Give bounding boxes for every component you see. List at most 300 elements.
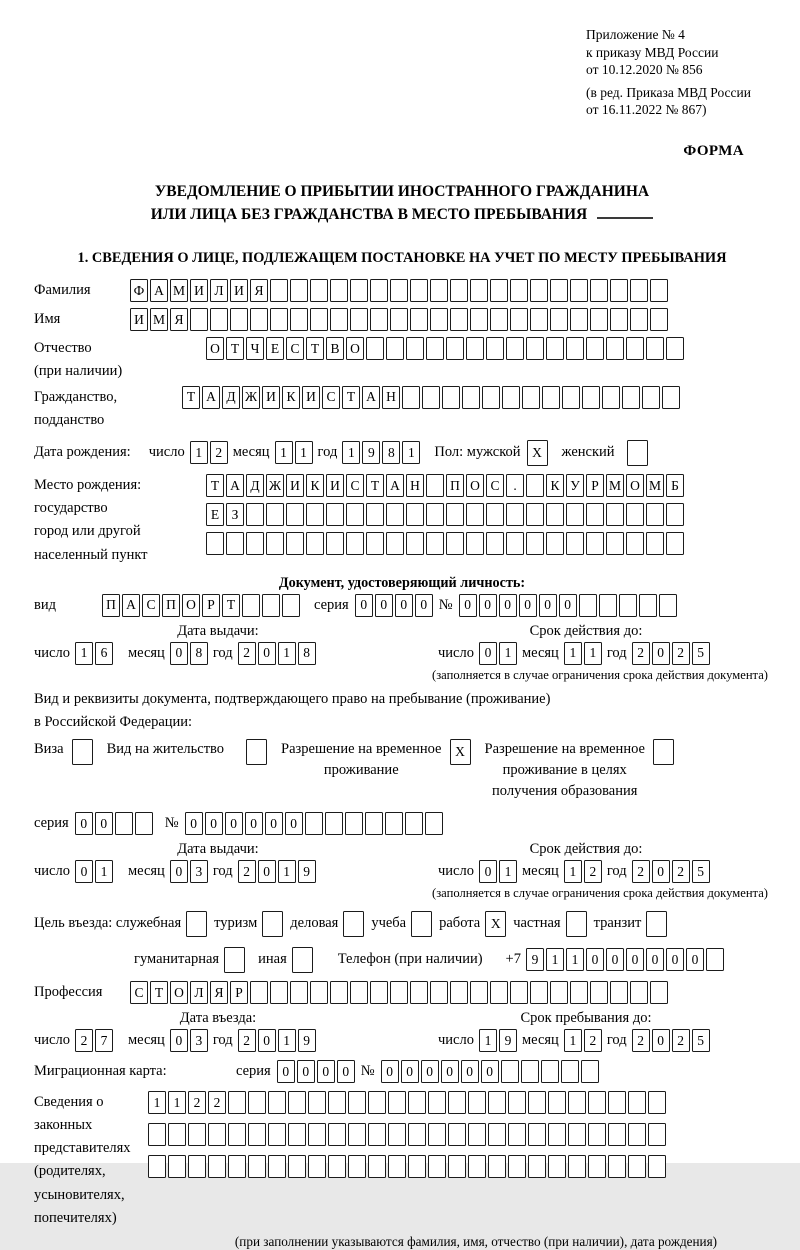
form-cell[interactable] xyxy=(550,279,568,302)
form-cell[interactable]: 1 xyxy=(402,441,420,464)
form-cell[interactable] xyxy=(570,308,588,331)
form-cell[interactable]: 0 xyxy=(170,860,188,883)
form-cell[interactable] xyxy=(428,1155,446,1178)
form-cell[interactable] xyxy=(488,1091,506,1114)
form-cell[interactable] xyxy=(646,503,664,526)
form-cell[interactable] xyxy=(346,503,364,526)
form-cell[interactable] xyxy=(426,532,444,555)
form-cell[interactable] xyxy=(579,594,597,617)
form-cell[interactable]: 0 xyxy=(297,1060,315,1083)
form-cell[interactable] xyxy=(590,981,608,1004)
form-cell[interactable]: 0 xyxy=(481,1060,499,1083)
form-cell[interactable]: 0 xyxy=(258,642,276,665)
form-cell[interactable] xyxy=(462,386,480,409)
form-cell[interactable] xyxy=(570,981,588,1004)
form-cell[interactable] xyxy=(619,594,637,617)
form-cell[interactable] xyxy=(388,1091,406,1114)
form-cell[interactable] xyxy=(288,1155,306,1178)
form-cell[interactable] xyxy=(666,503,684,526)
form-cell[interactable] xyxy=(308,1091,326,1114)
form-cell[interactable]: Т xyxy=(342,386,360,409)
form-cell[interactable]: 0 xyxy=(652,642,670,665)
form-cell[interactable] xyxy=(330,981,348,1004)
form-cell[interactable]: А xyxy=(386,474,404,497)
form-cell[interactable] xyxy=(526,474,544,497)
form-cell[interactable] xyxy=(628,1155,646,1178)
form-cell[interactable] xyxy=(408,1123,426,1146)
form-cell[interactable]: 0 xyxy=(95,812,113,835)
form-cell[interactable]: 2 xyxy=(210,441,228,464)
form-cell[interactable] xyxy=(266,503,284,526)
form-cell[interactable]: И xyxy=(230,279,248,302)
form-cell[interactable]: 0 xyxy=(459,594,477,617)
form-cell[interactable] xyxy=(248,1123,266,1146)
form-cell[interactable] xyxy=(350,279,368,302)
form-cell[interactable]: 0 xyxy=(170,642,188,665)
form-cell[interactable] xyxy=(468,1123,486,1146)
form-cell[interactable] xyxy=(590,279,608,302)
form-cell[interactable]: Н xyxy=(406,474,424,497)
form-cell[interactable] xyxy=(426,337,444,360)
form-cell[interactable]: Ж xyxy=(242,386,260,409)
form-cell[interactable]: Е xyxy=(206,503,224,526)
form-cell[interactable] xyxy=(662,386,680,409)
form-cell[interactable] xyxy=(330,308,348,331)
form-cell[interactable] xyxy=(599,594,617,617)
form-cell[interactable] xyxy=(666,532,684,555)
form-cell[interactable] xyxy=(408,1091,426,1114)
form-cell[interactable] xyxy=(208,1155,226,1178)
form-cell[interactable]: 1 xyxy=(190,441,208,464)
form-cell[interactable] xyxy=(470,981,488,1004)
form-cell[interactable]: Н xyxy=(382,386,400,409)
form-cell[interactable] xyxy=(706,948,724,971)
form-cell[interactable] xyxy=(346,532,364,555)
form-cell[interactable] xyxy=(406,503,424,526)
form-cell[interactable] xyxy=(450,308,468,331)
form-cell[interactable] xyxy=(368,1123,386,1146)
form-cell[interactable] xyxy=(286,503,304,526)
form-cell[interactable] xyxy=(408,1155,426,1178)
form-cell[interactable] xyxy=(248,1155,266,1178)
form-cell[interactable]: Т xyxy=(226,337,244,360)
form-cell[interactable] xyxy=(450,279,468,302)
form-cell[interactable] xyxy=(326,532,344,555)
form-cell[interactable] xyxy=(208,1123,226,1146)
form-cell[interactable]: 1 xyxy=(479,1029,497,1052)
form-cell[interactable]: 1 xyxy=(499,860,517,883)
form-cell[interactable] xyxy=(448,1123,466,1146)
form-cell[interactable] xyxy=(325,812,343,835)
form-cell[interactable]: 0 xyxy=(499,594,517,617)
form-cell[interactable] xyxy=(305,812,323,835)
form-cell[interactable]: 0 xyxy=(666,948,684,971)
form-cell[interactable]: 0 xyxy=(395,594,413,617)
form-cell[interactable] xyxy=(648,1091,666,1114)
form-cell[interactable] xyxy=(586,532,604,555)
form-cell[interactable] xyxy=(446,503,464,526)
form-cell[interactable]: К xyxy=(306,474,324,497)
form-cell[interactable] xyxy=(246,739,267,765)
form-cell[interactable]: А xyxy=(226,474,244,497)
form-cell[interactable]: Я xyxy=(250,279,268,302)
form-cell[interactable]: 0 xyxy=(381,1060,399,1083)
form-cell[interactable] xyxy=(586,503,604,526)
form-cell[interactable] xyxy=(328,1123,346,1146)
form-cell[interactable] xyxy=(188,1155,206,1178)
form-cell[interactable] xyxy=(650,279,668,302)
form-cell[interactable]: 2 xyxy=(208,1091,226,1114)
form-cell[interactable] xyxy=(410,308,428,331)
form-cell[interactable] xyxy=(486,532,504,555)
form-cell[interactable] xyxy=(506,503,524,526)
form-cell[interactable]: 0 xyxy=(258,1029,276,1052)
form-cell[interactable] xyxy=(266,532,284,555)
form-cell[interactable] xyxy=(442,386,460,409)
form-cell[interactable]: 5 xyxy=(692,1029,710,1052)
form-cell[interactable] xyxy=(135,812,153,835)
form-cell[interactable]: З xyxy=(226,503,244,526)
form-cell[interactable] xyxy=(370,279,388,302)
form-cell[interactable] xyxy=(310,279,328,302)
form-cell[interactable]: К xyxy=(546,474,564,497)
form-cell[interactable] xyxy=(450,981,468,1004)
form-cell[interactable]: 1 xyxy=(564,860,582,883)
form-cell[interactable] xyxy=(468,1155,486,1178)
form-cell[interactable]: X xyxy=(527,440,548,466)
form-cell[interactable] xyxy=(626,532,644,555)
form-cell[interactable]: 0 xyxy=(626,948,644,971)
form-cell[interactable] xyxy=(370,981,388,1004)
form-cell[interactable] xyxy=(610,308,628,331)
form-cell[interactable] xyxy=(345,812,363,835)
form-cell[interactable] xyxy=(466,337,484,360)
form-cell[interactable]: Л xyxy=(190,981,208,1004)
form-cell[interactable]: И xyxy=(262,386,280,409)
form-cell[interactable] xyxy=(343,911,364,937)
form-cell[interactable] xyxy=(148,1123,166,1146)
form-cell[interactable] xyxy=(566,337,584,360)
form-cell[interactable] xyxy=(566,911,587,937)
form-cell[interactable] xyxy=(246,503,264,526)
form-cell[interactable] xyxy=(386,503,404,526)
form-cell[interactable] xyxy=(522,386,540,409)
form-cell[interactable] xyxy=(546,337,564,360)
form-cell[interactable]: Т xyxy=(222,594,240,617)
form-cell[interactable] xyxy=(530,279,548,302)
form-cell[interactable] xyxy=(268,1091,286,1114)
form-cell[interactable] xyxy=(653,739,674,765)
form-cell[interactable] xyxy=(446,337,464,360)
form-cell[interactable]: 1 xyxy=(278,1029,296,1052)
form-cell[interactable]: С xyxy=(130,981,148,1004)
form-cell[interactable] xyxy=(648,1123,666,1146)
form-cell[interactable] xyxy=(366,503,384,526)
form-cell[interactable]: 0 xyxy=(258,860,276,883)
form-cell[interactable] xyxy=(386,337,404,360)
form-cell[interactable]: И xyxy=(326,474,344,497)
form-cell[interactable] xyxy=(428,1123,446,1146)
form-cell[interactable]: И xyxy=(130,308,148,331)
form-cell[interactable] xyxy=(530,981,548,1004)
form-cell[interactable]: П xyxy=(446,474,464,497)
form-cell[interactable] xyxy=(330,279,348,302)
form-cell[interactable] xyxy=(228,1091,246,1114)
form-cell[interactable] xyxy=(646,337,664,360)
form-cell[interactable] xyxy=(546,503,564,526)
form-cell[interactable] xyxy=(348,1091,366,1114)
form-cell[interactable] xyxy=(510,308,528,331)
form-cell[interactable]: 2 xyxy=(672,1029,690,1052)
form-cell[interactable] xyxy=(568,1155,586,1178)
form-cell[interactable]: 1 xyxy=(148,1091,166,1114)
form-cell[interactable] xyxy=(466,532,484,555)
form-cell[interactable]: 2 xyxy=(672,860,690,883)
form-cell[interactable] xyxy=(224,947,245,973)
form-cell[interactable] xyxy=(390,308,408,331)
form-cell[interactable]: 0 xyxy=(317,1060,335,1083)
form-cell[interactable] xyxy=(306,503,324,526)
form-cell[interactable] xyxy=(548,1091,566,1114)
form-cell[interactable]: 8 xyxy=(298,642,316,665)
form-cell[interactable]: 9 xyxy=(298,860,316,883)
form-cell[interactable]: А xyxy=(122,594,140,617)
form-cell[interactable] xyxy=(506,532,524,555)
form-cell[interactable]: О xyxy=(626,474,644,497)
form-cell[interactable] xyxy=(292,947,313,973)
form-cell[interactable] xyxy=(368,1091,386,1114)
form-cell[interactable] xyxy=(582,386,600,409)
form-cell[interactable] xyxy=(606,532,624,555)
form-cell[interactable] xyxy=(386,532,404,555)
form-cell[interactable] xyxy=(542,386,560,409)
form-cell[interactable]: 0 xyxy=(205,812,223,835)
form-cell[interactable]: 0 xyxy=(479,594,497,617)
form-cell[interactable] xyxy=(248,1091,266,1114)
form-cell[interactable]: 1 xyxy=(499,642,517,665)
form-cell[interactable]: И xyxy=(190,279,208,302)
form-cell[interactable]: 2 xyxy=(632,1029,650,1052)
form-cell[interactable]: 8 xyxy=(382,441,400,464)
form-cell[interactable] xyxy=(426,503,444,526)
form-cell[interactable] xyxy=(262,594,280,617)
form-cell[interactable] xyxy=(630,981,648,1004)
form-cell[interactable]: М xyxy=(170,279,188,302)
form-cell[interactable] xyxy=(226,532,244,555)
form-cell[interactable] xyxy=(666,337,684,360)
form-cell[interactable]: С xyxy=(142,594,160,617)
form-cell[interactable] xyxy=(646,911,667,937)
form-cell[interactable] xyxy=(627,440,648,466)
form-cell[interactable]: 9 xyxy=(298,1029,316,1052)
form-cell[interactable] xyxy=(510,981,528,1004)
form-cell[interactable] xyxy=(365,812,383,835)
form-cell[interactable] xyxy=(568,1123,586,1146)
form-cell[interactable] xyxy=(306,532,324,555)
form-cell[interactable]: П xyxy=(162,594,180,617)
form-cell[interactable]: Т xyxy=(182,386,200,409)
form-cell[interactable]: 0 xyxy=(539,594,557,617)
form-cell[interactable]: В xyxy=(326,337,344,360)
form-cell[interactable]: 2 xyxy=(632,860,650,883)
form-cell[interactable]: 0 xyxy=(421,1060,439,1083)
form-cell[interactable]: 9 xyxy=(499,1029,517,1052)
form-cell[interactable]: Р xyxy=(230,981,248,1004)
form-cell[interactable]: О xyxy=(466,474,484,497)
form-cell[interactable] xyxy=(630,308,648,331)
form-cell[interactable]: 0 xyxy=(337,1060,355,1083)
form-cell[interactable]: С xyxy=(286,337,304,360)
form-cell[interactable] xyxy=(388,1155,406,1178)
form-cell[interactable] xyxy=(562,386,580,409)
form-cell[interactable] xyxy=(528,1155,546,1178)
form-cell[interactable] xyxy=(286,532,304,555)
form-cell[interactable] xyxy=(606,503,624,526)
form-cell[interactable] xyxy=(622,386,640,409)
form-cell[interactable] xyxy=(428,1091,446,1114)
form-cell[interactable] xyxy=(590,308,608,331)
form-cell[interactable]: 2 xyxy=(672,642,690,665)
form-cell[interactable]: 0 xyxy=(686,948,704,971)
form-cell[interactable] xyxy=(588,1123,606,1146)
form-cell[interactable] xyxy=(588,1155,606,1178)
form-cell[interactable] xyxy=(626,503,644,526)
form-cell[interactable] xyxy=(308,1155,326,1178)
form-cell[interactable]: П xyxy=(102,594,120,617)
form-cell[interactable] xyxy=(650,981,668,1004)
form-cell[interactable] xyxy=(608,1155,626,1178)
form-cell[interactable] xyxy=(581,1060,599,1083)
form-cell[interactable] xyxy=(482,386,500,409)
form-cell[interactable]: 0 xyxy=(652,1029,670,1052)
form-cell[interactable] xyxy=(228,1123,246,1146)
form-cell[interactable] xyxy=(242,594,260,617)
form-cell[interactable]: Л xyxy=(210,279,228,302)
form-cell[interactable] xyxy=(72,739,93,765)
form-cell[interactable] xyxy=(385,812,403,835)
form-cell[interactable]: И xyxy=(302,386,320,409)
form-cell[interactable]: Д xyxy=(246,474,264,497)
form-cell[interactable] xyxy=(290,279,308,302)
form-cell[interactable] xyxy=(290,981,308,1004)
form-cell[interactable] xyxy=(390,279,408,302)
form-cell[interactable] xyxy=(466,503,484,526)
form-cell[interactable]: 0 xyxy=(441,1060,459,1083)
form-cell[interactable] xyxy=(410,279,428,302)
form-cell[interactable] xyxy=(608,1091,626,1114)
form-cell[interactable] xyxy=(328,1155,346,1178)
form-cell[interactable]: 5 xyxy=(692,642,710,665)
form-cell[interactable]: 6 xyxy=(95,642,113,665)
form-cell[interactable] xyxy=(288,1123,306,1146)
form-cell[interactable]: 2 xyxy=(584,1029,602,1052)
form-cell[interactable] xyxy=(186,911,207,937)
form-cell[interactable] xyxy=(490,981,508,1004)
form-cell[interactable] xyxy=(628,1091,646,1114)
form-cell[interactable]: Е xyxy=(266,337,284,360)
form-cell[interactable] xyxy=(488,1123,506,1146)
form-cell[interactable]: С xyxy=(486,474,504,497)
form-cell[interactable] xyxy=(422,386,440,409)
form-cell[interactable] xyxy=(508,1091,526,1114)
form-cell[interactable] xyxy=(370,308,388,331)
form-cell[interactable] xyxy=(366,532,384,555)
form-cell[interactable] xyxy=(448,1091,466,1114)
form-cell[interactable] xyxy=(168,1155,186,1178)
form-cell[interactable] xyxy=(350,308,368,331)
form-cell[interactable] xyxy=(388,1123,406,1146)
form-cell[interactable]: 0 xyxy=(185,812,203,835)
form-cell[interactable] xyxy=(402,386,420,409)
form-cell[interactable]: 0 xyxy=(375,594,393,617)
form-cell[interactable] xyxy=(608,1123,626,1146)
form-cell[interactable]: 0 xyxy=(586,948,604,971)
form-cell[interactable] xyxy=(310,981,328,1004)
form-cell[interactable] xyxy=(659,594,677,617)
form-cell[interactable] xyxy=(228,1155,246,1178)
form-cell[interactable] xyxy=(566,503,584,526)
form-cell[interactable] xyxy=(430,279,448,302)
form-cell[interactable]: У xyxy=(566,474,584,497)
form-cell[interactable] xyxy=(521,1060,539,1083)
form-cell[interactable] xyxy=(610,981,628,1004)
form-cell[interactable] xyxy=(148,1155,166,1178)
form-cell[interactable]: Ф xyxy=(130,279,148,302)
form-cell[interactable] xyxy=(606,337,624,360)
form-cell[interactable] xyxy=(642,386,660,409)
form-cell[interactable] xyxy=(446,532,464,555)
form-cell[interactable] xyxy=(270,981,288,1004)
form-cell[interactable]: Ч xyxy=(246,337,264,360)
form-cell[interactable] xyxy=(406,337,424,360)
form-cell[interactable]: 2 xyxy=(238,860,256,883)
form-cell[interactable]: 1 xyxy=(275,441,293,464)
form-cell[interactable] xyxy=(430,308,448,331)
form-cell[interactable]: 1 xyxy=(278,860,296,883)
form-cell[interactable]: А xyxy=(362,386,380,409)
form-cell[interactable]: 0 xyxy=(285,812,303,835)
form-cell[interactable]: И xyxy=(286,474,304,497)
form-cell[interactable] xyxy=(528,1123,546,1146)
form-cell[interactable]: Р xyxy=(586,474,604,497)
form-cell[interactable] xyxy=(348,1155,366,1178)
form-cell[interactable]: 1 xyxy=(75,642,93,665)
form-cell[interactable] xyxy=(490,308,508,331)
form-cell[interactable] xyxy=(486,337,504,360)
form-cell[interactable] xyxy=(262,911,283,937)
form-cell[interactable] xyxy=(568,1091,586,1114)
form-cell[interactable]: X xyxy=(485,911,506,937)
form-cell[interactable]: 2 xyxy=(632,642,650,665)
form-cell[interactable] xyxy=(510,279,528,302)
form-cell[interactable] xyxy=(368,1155,386,1178)
form-cell[interactable] xyxy=(486,503,504,526)
form-cell[interactable]: 1 xyxy=(546,948,564,971)
form-cell[interactable] xyxy=(270,308,288,331)
form-cell[interactable]: Б xyxy=(666,474,684,497)
form-cell[interactable]: Т xyxy=(206,474,224,497)
form-cell[interactable] xyxy=(470,279,488,302)
form-cell[interactable] xyxy=(541,1060,559,1083)
form-cell[interactable]: О xyxy=(346,337,364,360)
form-cell[interactable] xyxy=(168,1123,186,1146)
form-cell[interactable] xyxy=(501,1060,519,1083)
form-cell[interactable]: А xyxy=(202,386,220,409)
form-cell[interactable] xyxy=(470,308,488,331)
form-cell[interactable] xyxy=(610,279,628,302)
form-cell[interactable] xyxy=(502,386,520,409)
form-cell[interactable] xyxy=(210,308,228,331)
